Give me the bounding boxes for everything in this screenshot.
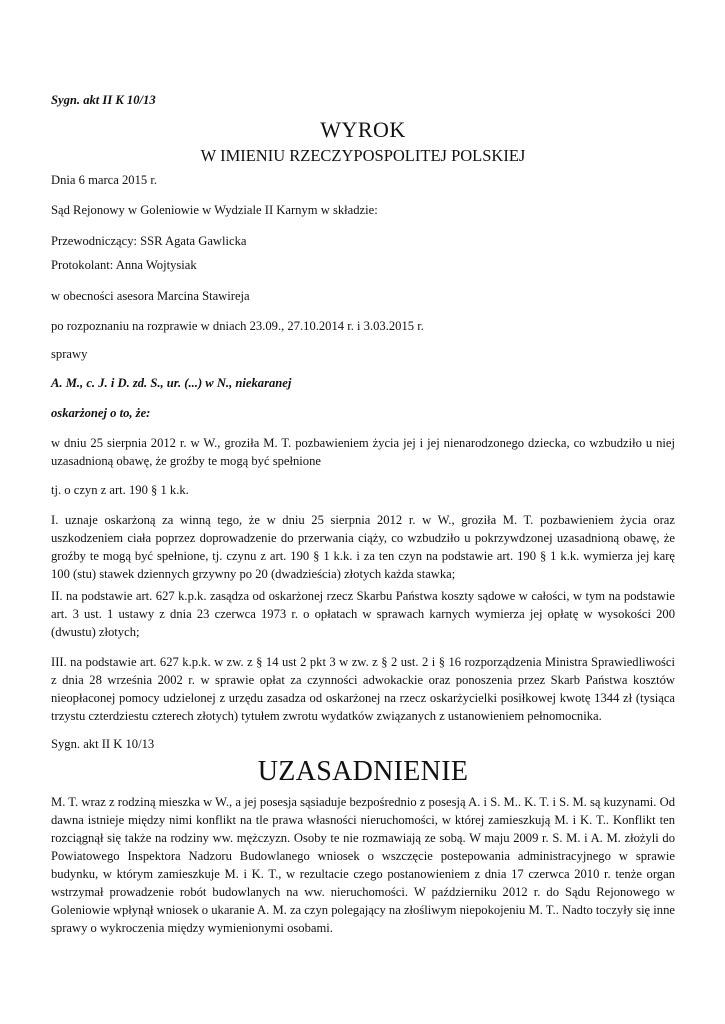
court-composition: Sąd Rejonowy w Goleniowie w Wydziale II Karnym w składzie: xyxy=(51,203,378,217)
court-clerk: Protokolant: Anna Wojtysiak xyxy=(51,258,197,272)
verdict-point-3: III. na podstawie art. 627 k.p.k. w zw. z § 14 ust 2 pkt 3 w zw. z § 2 ust. 2 i § 16 rozporządzenia Ministra Sprawiedliwości z dnia 28 września 2002 r. w sprawie opłat za czynności adwokackie oraz ponoszenia przez Skarb Państwa kosztów nieopłaconej pomocy udzielonej z urzędu zasadza od oskarżonej na rzecz oskarżycielki posiłkowej kwotę 1344 zł (tysiąca trzystu czterdziestu czterech złotych) tytułem zwrotu wydatków związanych z ustanowieniem pełnomocnika. xyxy=(51,655,675,723)
charge-description: w dniu 25 sierpnia 2012 r. w W., groziła M. T. pozbawieniem życia jej i jej nienarodzonego dziecka, co wzbudziło u niej uzasadnioną obawę, że groźby te mogą być spełnione xyxy=(51,436,675,468)
verdict-point-2: II. na podstawie art. 627 k.p.k. zasądza od oskarżonej rzecz Skarbu Państwa koszty sądowe w całości, w tym na podstawie art. 3 ust. 1 ustawy z dnia 23 czerwca 1973 r. o opłatach w sprawach karnych wymierza jej opłatę w wysokości 200 (dwustu) złotych; xyxy=(51,589,675,639)
justification-text: M. T. wraz z rodziną mieszka w W., a jej posesja sąsiaduje bezpośrednio z posesją A. i S. M.. K. T. i S. M. są kuzynami. Od dawna istnieje między nimi konflikt na tle prawa własności nieruchomości, w której zamieszkują M. i K. T.. Konflikt ten rozciągnął się także na rodziny ww. mężczyzn. Osoby te nie rozmawiają ze sobą. W maju 2009 r. S. M. i A. M. złożyli do Powiatowego Inspektora Nadzoru Budowlanego wniosek o wszczęcie postepowania administracyjnego w sprawie budynku, w którym zamieszkuje M. i K. T., w rezultacie czego postanowieniem z dnia 17 czerwca 2010 r. tenże organ wstrzymał prowadzenie robót budowlanych na ww. nieruchomości. W październiku 2012 r. do Sądu Rejonowego w Goleniowie wpłynął wniosek o ukaranie A. M. za czyn polegający na złośliwym niepokojeniu M. T.. Nadto toczyły się inne sprawy o wykroczenia między wymienionymi osobami. xyxy=(51,795,675,935)
verdict-date: Dnia 6 marca 2015 r. xyxy=(51,173,157,187)
accused-of-heading: oskarżonej o to, że: xyxy=(51,406,151,420)
verdict-subtitle: W IMIENIU RZECZYPOSPOLITEJ POLSKIEJ xyxy=(200,146,526,165)
case-signature-bottom: Sygn. akt II K 10/13 xyxy=(51,737,155,751)
presiding-judge: Przewodniczący: SSR Agata Gawlicka xyxy=(51,234,247,248)
defendant: A. M., c. J. i D. zd. S., ur. (...) w N., niekaranej xyxy=(51,376,292,390)
case-signature-top: Sygn. akt II K 10/13 xyxy=(51,93,156,107)
hearing-dates: po rozpoznaniu na rozprawie w dniach 23.09., 27.10.2014 r. i 3.03.2015 r. xyxy=(51,319,424,333)
justification-title: UZASADNIENIE xyxy=(257,756,469,787)
case-word: sprawy xyxy=(51,347,88,361)
charge-article: tj. o czyn z art. 190 § 1 k.k. xyxy=(51,483,189,497)
verdict-title: WYROK xyxy=(320,117,406,142)
assessor: w obecności asesora Marcina Stawireja xyxy=(51,289,250,303)
verdict-point-1: I. uznaje oskarżoną za winną tego, że w dniu 25 sierpnia 2012 r. w W., groziła M. T. pozbawieniem życia oraz uszkodzeniem ciała poprzez doprowadzenie do przerwania ciąży, co wzbudziło u pokrzywdzonej uzasadnioną obawę, że groźby te mogą być spełnione, tj. czynu z art. 190 § 1 k.k. i za ten czyn na podstawie art. 190 § 1 k.k. wymierza jej karę 100 (stu) stawek dziennych grzywny po 20 (dwadzieścia) złotych każda stawka; xyxy=(51,513,675,581)
